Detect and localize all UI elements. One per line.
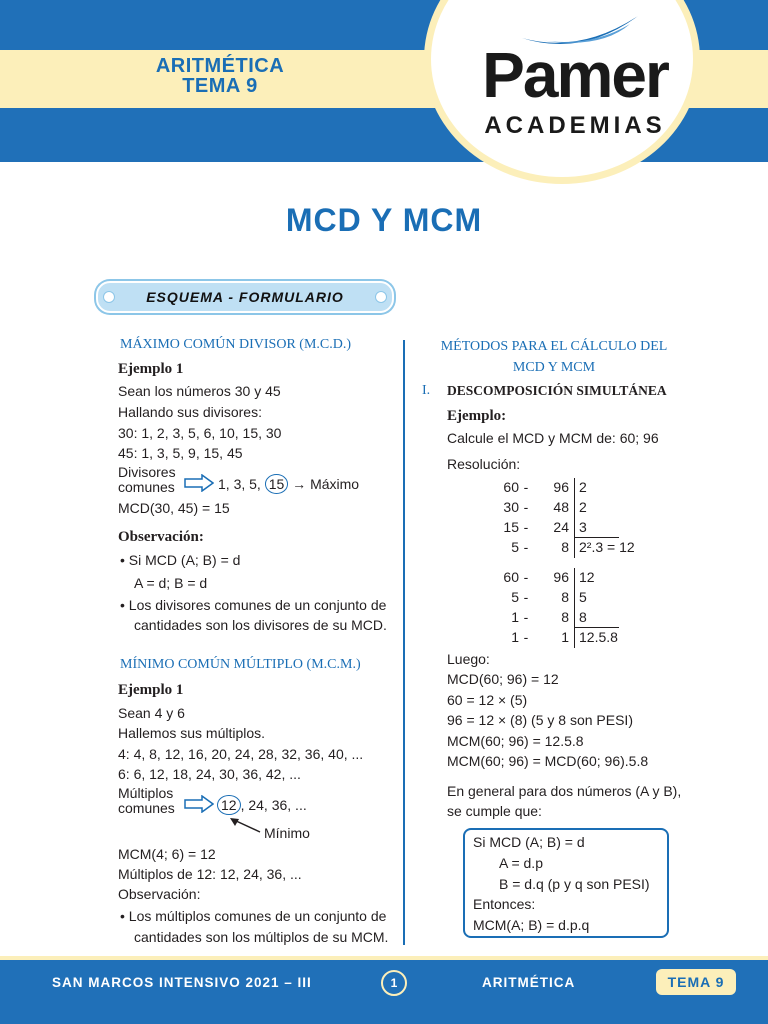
luego-line: Luego: bbox=[447, 651, 490, 667]
table-cell: - bbox=[523, 569, 529, 585]
mcm-line: 6: 6, 12, 18, 24, 30, 36, 42, ... bbox=[118, 766, 301, 782]
brand-subtitle: ACADEMIAS bbox=[484, 112, 666, 139]
table-horizontal-rule bbox=[574, 627, 619, 628]
table-cell: 30 bbox=[503, 499, 519, 515]
obs-bullet: • Los divisores comunes de un conjunto de bbox=[120, 597, 387, 613]
table-factor: 5 bbox=[579, 589, 587, 605]
mcm-line: Hallemos sus múltiplos. bbox=[118, 725, 266, 741]
table-cell: 60 bbox=[503, 479, 519, 495]
resolucion-label: Resolución: bbox=[447, 456, 521, 472]
table-factor: 8 bbox=[579, 609, 587, 625]
obs-bullet-cont: cantidades son los divisores de su MCD. bbox=[134, 617, 387, 633]
mcm-result: MCM(4; 6) = 12 bbox=[118, 846, 216, 862]
arrow-right-icon bbox=[184, 474, 214, 492]
table-factor: 2².3 = 12 bbox=[579, 539, 635, 555]
table-cell: 24 bbox=[553, 519, 569, 535]
header-subject bbox=[120, 56, 320, 96]
page-title: MCD Y MCM bbox=[285, 202, 483, 238]
obs-bullet: • Si MCD (A; B) = d bbox=[120, 552, 241, 568]
mcd-line: Hallando sus divisores: bbox=[118, 404, 262, 420]
obs-bullet-cont: A = d; B = d bbox=[134, 575, 208, 591]
method-title: DESCOMPOSICIÓN SIMULTÁNEA bbox=[447, 383, 667, 398]
footer-tema-badge: TEMA 9 bbox=[656, 969, 736, 995]
obs2-text: Los múltiplos comunes de un conjunto de bbox=[128, 908, 387, 924]
schema-label bbox=[96, 281, 394, 313]
min-circle: 12 bbox=[217, 795, 241, 815]
table-cell: - bbox=[523, 609, 529, 625]
label-line: Divisores bbox=[118, 464, 176, 480]
general-line: se cumple que: bbox=[447, 803, 542, 819]
luego-line: 96 = 12 × (8) (5 y 8 son PESI) bbox=[447, 712, 633, 728]
label-line: comunes bbox=[118, 479, 175, 495]
divisores-list bbox=[218, 474, 359, 494]
pill-dot-right bbox=[375, 291, 387, 303]
minimo-label: Mínimo bbox=[264, 825, 310, 841]
table-factor: 12 bbox=[579, 569, 595, 585]
mul-list-text: , 24, 36, ... bbox=[240, 797, 307, 813]
table-factor: 2 bbox=[579, 499, 587, 515]
table-factor: 12.5.8 bbox=[579, 629, 618, 645]
luego-line: MCM(60; 96) = MCD(60; 96).5.8 bbox=[447, 753, 649, 769]
luego-line: MCM(60; 96) = 12.5.8 bbox=[447, 733, 584, 749]
arrow-right-icon bbox=[184, 795, 214, 813]
mcm-line: Sean 4 y 6 bbox=[118, 705, 185, 721]
table-cell: 1 bbox=[511, 629, 519, 645]
box-line: A = d.p bbox=[499, 855, 543, 871]
table-factor: 2 bbox=[579, 479, 587, 495]
box-line: Entonces: bbox=[473, 896, 536, 912]
table-cell: 8 bbox=[561, 589, 569, 605]
arrow-icon: → bbox=[292, 476, 307, 492]
pill-dot-left bbox=[103, 291, 115, 303]
table-cell: 5 bbox=[511, 589, 519, 605]
table-cell: - bbox=[523, 519, 529, 535]
table-cell: - bbox=[523, 589, 529, 605]
page-number: 1 bbox=[381, 970, 407, 996]
footer-subject: ARITMÉTICA bbox=[482, 975, 576, 990]
subject-tema: TEMA 9 bbox=[182, 75, 258, 97]
table-cell: 8 bbox=[561, 609, 569, 625]
div-list-text: 1, 3, 5, bbox=[218, 476, 261, 492]
obs2-title: Observación: bbox=[118, 886, 201, 902]
ejemplo-label: Ejemplo: bbox=[447, 408, 507, 424]
luego-line: MCD(60; 96) = 12 bbox=[447, 671, 559, 687]
mcd-line: 45: 1, 3, 5, 9, 15, 45 bbox=[118, 445, 243, 461]
table-cell: 1 bbox=[511, 609, 519, 625]
table-cell: 8 bbox=[561, 539, 569, 555]
mcd-line: Sean los números 30 y 45 bbox=[118, 383, 281, 399]
box-line: B = d.q (p y q son PESI) bbox=[499, 876, 650, 892]
mcd-line: 30: 1, 2, 3, 5, 6, 10, 15, 30 bbox=[118, 425, 282, 441]
table-cell: 96 bbox=[553, 569, 569, 585]
table-cell: 48 bbox=[553, 499, 569, 515]
multiplos-list bbox=[217, 795, 307, 815]
table-cell: - bbox=[523, 629, 529, 645]
table-cell: 15 bbox=[503, 519, 519, 535]
obs2-bullet: • Los múltiplos comunes de un conjunto de bbox=[120, 908, 387, 924]
mcm-ejemplo: Ejemplo 1 bbox=[118, 682, 184, 698]
mcd-ejemplo: Ejemplo 1 bbox=[118, 361, 184, 377]
label-line: Múltiplos bbox=[118, 785, 174, 801]
general-line: En general para dos números (A y B), bbox=[447, 783, 682, 799]
table-cell: - bbox=[523, 479, 529, 495]
table-cell: - bbox=[523, 499, 529, 515]
obs-title: Observación: bbox=[118, 529, 204, 545]
multiplos-comunes-label bbox=[118, 786, 175, 816]
calc-prompt: Calcule el MCD y MCM de: 60; 96 bbox=[447, 430, 659, 446]
brand-logo-text: Pamer bbox=[482, 39, 668, 111]
roman-numeral: I. bbox=[422, 383, 431, 398]
arrow-up-left-icon bbox=[228, 816, 262, 836]
obs-text: Si MCD (A; B) = d bbox=[128, 552, 241, 568]
label-line: comunes bbox=[118, 800, 175, 816]
mcm-multiplos: Múltiplos de 12: 12, 24, 36, ... bbox=[118, 866, 302, 882]
table-cell: 5 bbox=[511, 539, 519, 555]
table-factor: 3 bbox=[579, 519, 587, 535]
box-line: MCM(A; B) = d.p.q bbox=[473, 917, 590, 933]
table-horizontal-rule bbox=[574, 537, 619, 538]
heading-line: MCD Y MCM bbox=[512, 360, 596, 375]
table-cell: 1 bbox=[561, 629, 569, 645]
mcd-result: MCD(30, 45) = 15 bbox=[118, 500, 230, 516]
table-vertical-rule bbox=[574, 568, 575, 648]
mcd-heading: MÁXIMO COMÚN DIVISOR (M.C.D.) bbox=[120, 337, 352, 352]
table-cell: - bbox=[523, 539, 529, 555]
divisores-comunes-label bbox=[118, 465, 176, 495]
obs-text: Los divisores comunes de un conjunto de bbox=[128, 597, 387, 613]
subject-name: ARITMÉTICA bbox=[155, 55, 285, 77]
obs2-bullet-cont: cantidades son los múltiplos de su MCM. bbox=[134, 929, 389, 945]
methods-heading bbox=[416, 336, 692, 378]
maximo-label: Máximo bbox=[310, 476, 360, 492]
table-vertical-rule bbox=[574, 478, 575, 558]
column-divider bbox=[403, 340, 405, 945]
heading-line: MÉTODOS PARA EL CÁLCULO DEL bbox=[440, 339, 668, 354]
schema-label-text: ESQUEMA - FORMULARIO bbox=[146, 289, 344, 305]
table-cell: 96 bbox=[553, 479, 569, 495]
footer-course: SAN MARCOS INTENSIVO 2021 – III bbox=[52, 975, 312, 990]
luego-line: 60 = 12 × (5) bbox=[447, 692, 528, 708]
table-cell: 60 bbox=[503, 569, 519, 585]
max-circle: 15 bbox=[265, 474, 289, 494]
mcm-heading: MÍNIMO COMÚN MÚLTIPLO (M.C.M.) bbox=[120, 657, 361, 672]
box-line: Si MCD (A; B) = d bbox=[473, 834, 585, 850]
mcm-line: 4: 4, 8, 12, 16, 20, 24, 28, 32, 36, 40, ... bbox=[118, 746, 364, 762]
